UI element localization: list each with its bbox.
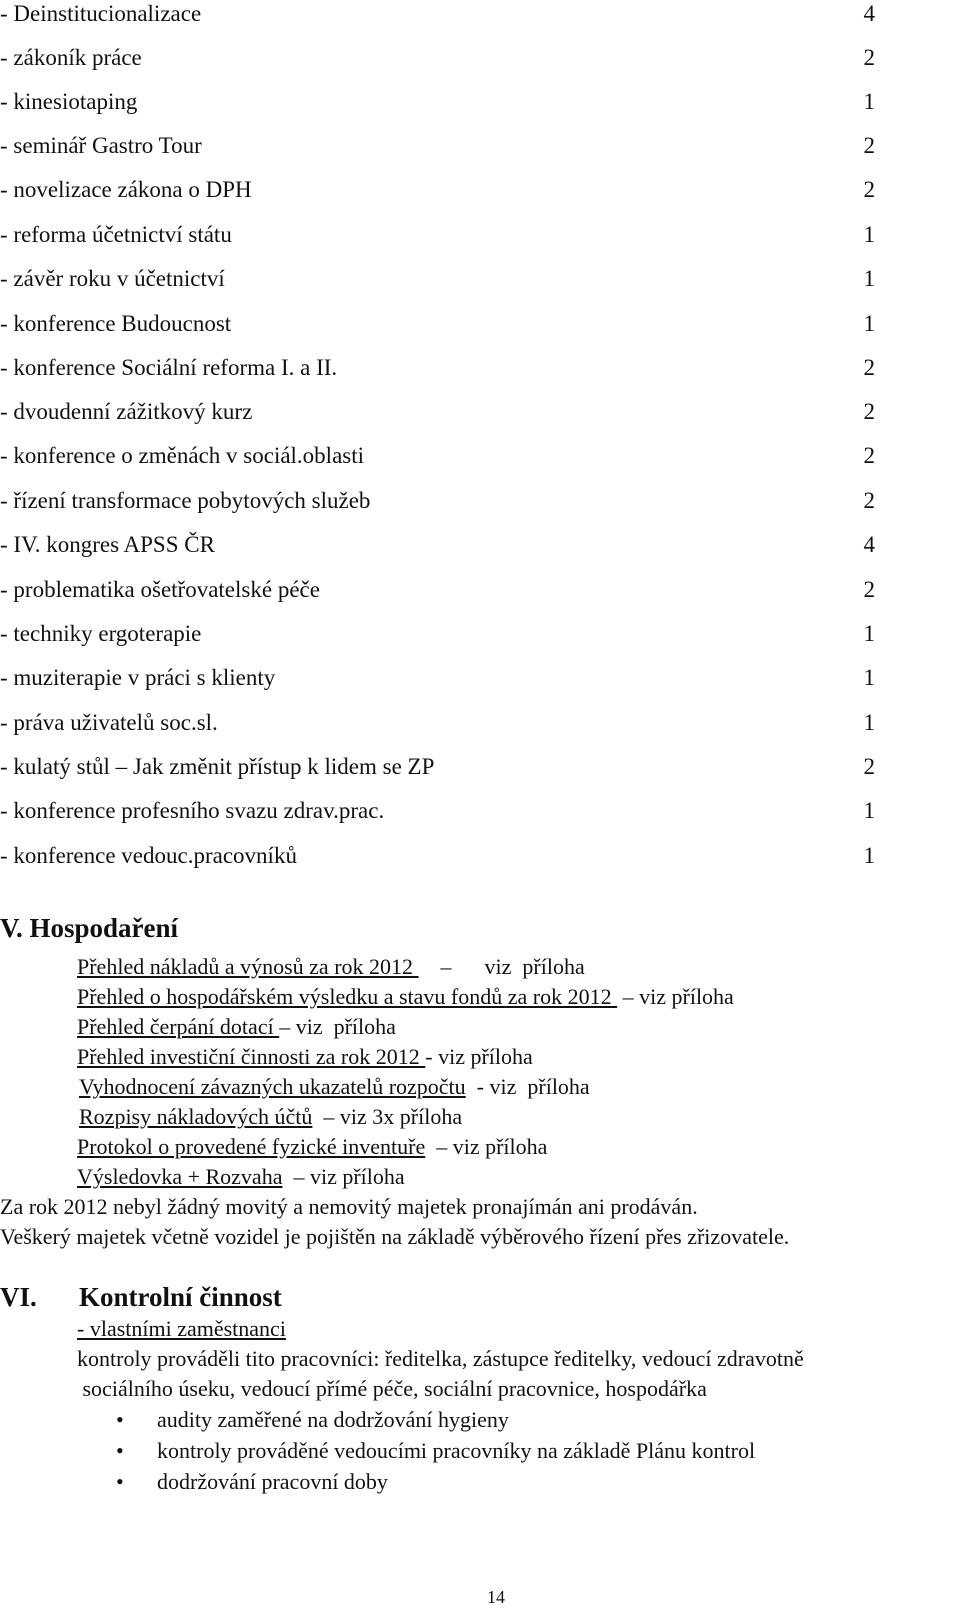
bullet-icon: • — [116, 1438, 124, 1463]
attachment-title: Vyhodnocení závazných ukazatelů rozpočtu — [79, 1074, 466, 1099]
attachment-row — [77, 953, 585, 981]
paragraph: Veškerý majetek včetně vozidel je pojištěn na základě výběrového řízení přes zřizovatele. — [0, 1224, 790, 1249]
paragraph: Za rok 2012 nebyl žádný movitý a nemovitý majetek pronajímán ani prodáván. — [0, 1194, 698, 1219]
bullet-icon: • — [116, 1407, 124, 1432]
training-count: 2 — [863, 133, 875, 158]
training-label: - kinesiotaping — [0, 89, 138, 114]
attachment-row — [77, 1163, 405, 1191]
attachment-title: Rozpisy nákladových účtů — [79, 1104, 313, 1129]
training-label: - IV. kongres APSS ČR — [0, 532, 215, 557]
training-label: - reforma účetnictví státu — [0, 222, 232, 247]
training-count: 1 — [863, 311, 875, 336]
bullet-item: audity zaměřené na dodržování hygieny — [157, 1407, 509, 1432]
training-label: - konference Sociální reforma I. a II. — [0, 355, 338, 380]
training-label: - závěr roku v účetnictví — [0, 266, 225, 291]
training-count: 2 — [863, 355, 875, 380]
training-count: 1 — [863, 665, 875, 690]
attachment-row — [79, 1073, 590, 1101]
training-label: - dvoudenní zážitkový kurz — [0, 399, 253, 424]
attachment-note: - viz příloha — [425, 1044, 533, 1069]
attachment-title: Protokol o provedené fyzické inventuře — [77, 1134, 426, 1159]
text-line: sociálního úseku, vedoucí přímé péče, sociální pracovnice, hospodářka — [77, 1376, 707, 1401]
training-label: - kulatý stůl – Jak změnit přístup k lidem se ZP — [0, 754, 435, 779]
training-count: 2 — [863, 754, 875, 779]
training-label: - konference vedouc.pracovníků — [0, 843, 297, 868]
training-count: 2 — [863, 177, 875, 202]
attachment-note: – viz příloha — [282, 1164, 405, 1189]
section-title: Kontrolní činnost — [79, 1282, 282, 1312]
attachment-row — [79, 1103, 462, 1131]
training-count: 1 — [863, 621, 875, 646]
training-label: - problematika ošetřovatelské péče — [0, 577, 320, 602]
attachment-row — [77, 1133, 547, 1161]
training-count: 4 — [863, 532, 875, 557]
page-number: 14 — [487, 1587, 505, 1607]
training-label: - Deinstitucionalizace — [0, 1, 202, 26]
attachment-title: Přehled o hospodářském výsledku a stavu fondů za rok 2012 — [77, 984, 618, 1009]
attachment-title: Přehled čerpání dotací — [77, 1014, 280, 1039]
training-count: 1 — [863, 266, 875, 291]
training-count: 1 — [863, 843, 875, 868]
text-line: kontroly prováděli tito pracovníci: ředitelka, zástupce ředitelky, vedoucí zdravotně — [77, 1346, 804, 1371]
attachment-row — [77, 1043, 533, 1071]
training-label: - zákoník práce — [0, 45, 142, 70]
training-count: 2 — [863, 399, 875, 424]
training-count: 1 — [863, 222, 875, 247]
training-count: 2 — [863, 577, 875, 602]
bullet-icon: • — [116, 1469, 124, 1494]
training-label: - novelizace zákona o DPH — [0, 177, 252, 202]
training-count: 4 — [863, 1, 875, 26]
training-label: - konference Budoucnost — [0, 311, 232, 336]
attachment-note: – viz příloha — [418, 954, 585, 979]
attachment-note: – viz příloha — [617, 984, 734, 1009]
training-label: - konference profesního svazu zdrav.prac. — [0, 798, 385, 823]
training-label: - řízení transformace pobytových služeb — [0, 488, 371, 513]
training-count: 1 — [863, 89, 875, 114]
subheading: - vlastními zaměstnanci — [77, 1316, 286, 1341]
bullet-item: dodržování pracovní doby — [157, 1469, 388, 1494]
training-label: - konference o změnách v sociál.oblasti — [0, 443, 365, 468]
attachment-row — [77, 983, 734, 1011]
attachment-note: – viz 3x příloha — [312, 1104, 463, 1129]
attachment-title: Výsledovka + Rozvaha — [77, 1164, 283, 1189]
bullet-item: kontroly prováděné vedoucími pracovníky na základě Plánu kontrol — [157, 1438, 756, 1463]
training-count: 2 — [863, 443, 875, 468]
attachment-note: – viz příloha — [425, 1134, 548, 1159]
training-label: - seminář Gastro Tour — [0, 133, 202, 158]
training-label: - techniky ergoterapie — [0, 621, 202, 646]
training-label: - muziterapie v práci s klienty — [0, 665, 276, 690]
attachment-row — [77, 1013, 396, 1041]
section-title: V. Hospodaření — [0, 913, 179, 943]
attachment-note: - viz příloha — [465, 1074, 590, 1099]
training-count: 1 — [863, 798, 875, 823]
training-count: 2 — [863, 488, 875, 513]
attachment-title: Přehled investiční činnosti za rok 2012 — [77, 1044, 426, 1069]
attachment-title: Přehled nákladů a výnosů za rok 2012 — [77, 954, 419, 979]
training-count: 1 — [863, 710, 875, 735]
training-label: - práva uživatelů soc.sl. — [0, 710, 218, 735]
training-count: 2 — [863, 45, 875, 70]
attachment-note: – viz příloha — [279, 1014, 396, 1039]
section-numeral: VI. — [0, 1282, 37, 1312]
